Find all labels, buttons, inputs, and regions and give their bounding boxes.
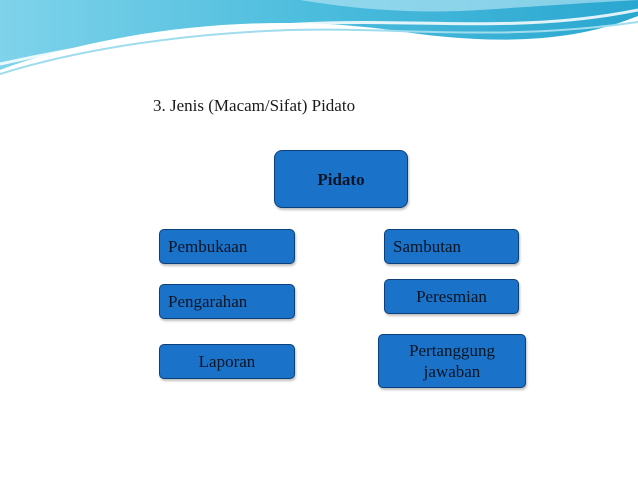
node-root: Pidato <box>274 150 408 208</box>
node-pengarahan: Pengarahan <box>159 284 295 319</box>
slide-heading: 3. Jenis (Macam/Sifat) Pidato <box>153 96 356 115</box>
node-sambutan: Sambutan <box>384 229 519 264</box>
header-wave-decoration <box>0 0 638 80</box>
node-peresmian: Peresmian <box>384 279 519 314</box>
node-pertanggung-jawaban: Pertanggung jawaban <box>378 334 526 388</box>
node-pembukaan: Pembukaan <box>159 229 295 264</box>
node-laporan: Laporan <box>159 344 295 379</box>
